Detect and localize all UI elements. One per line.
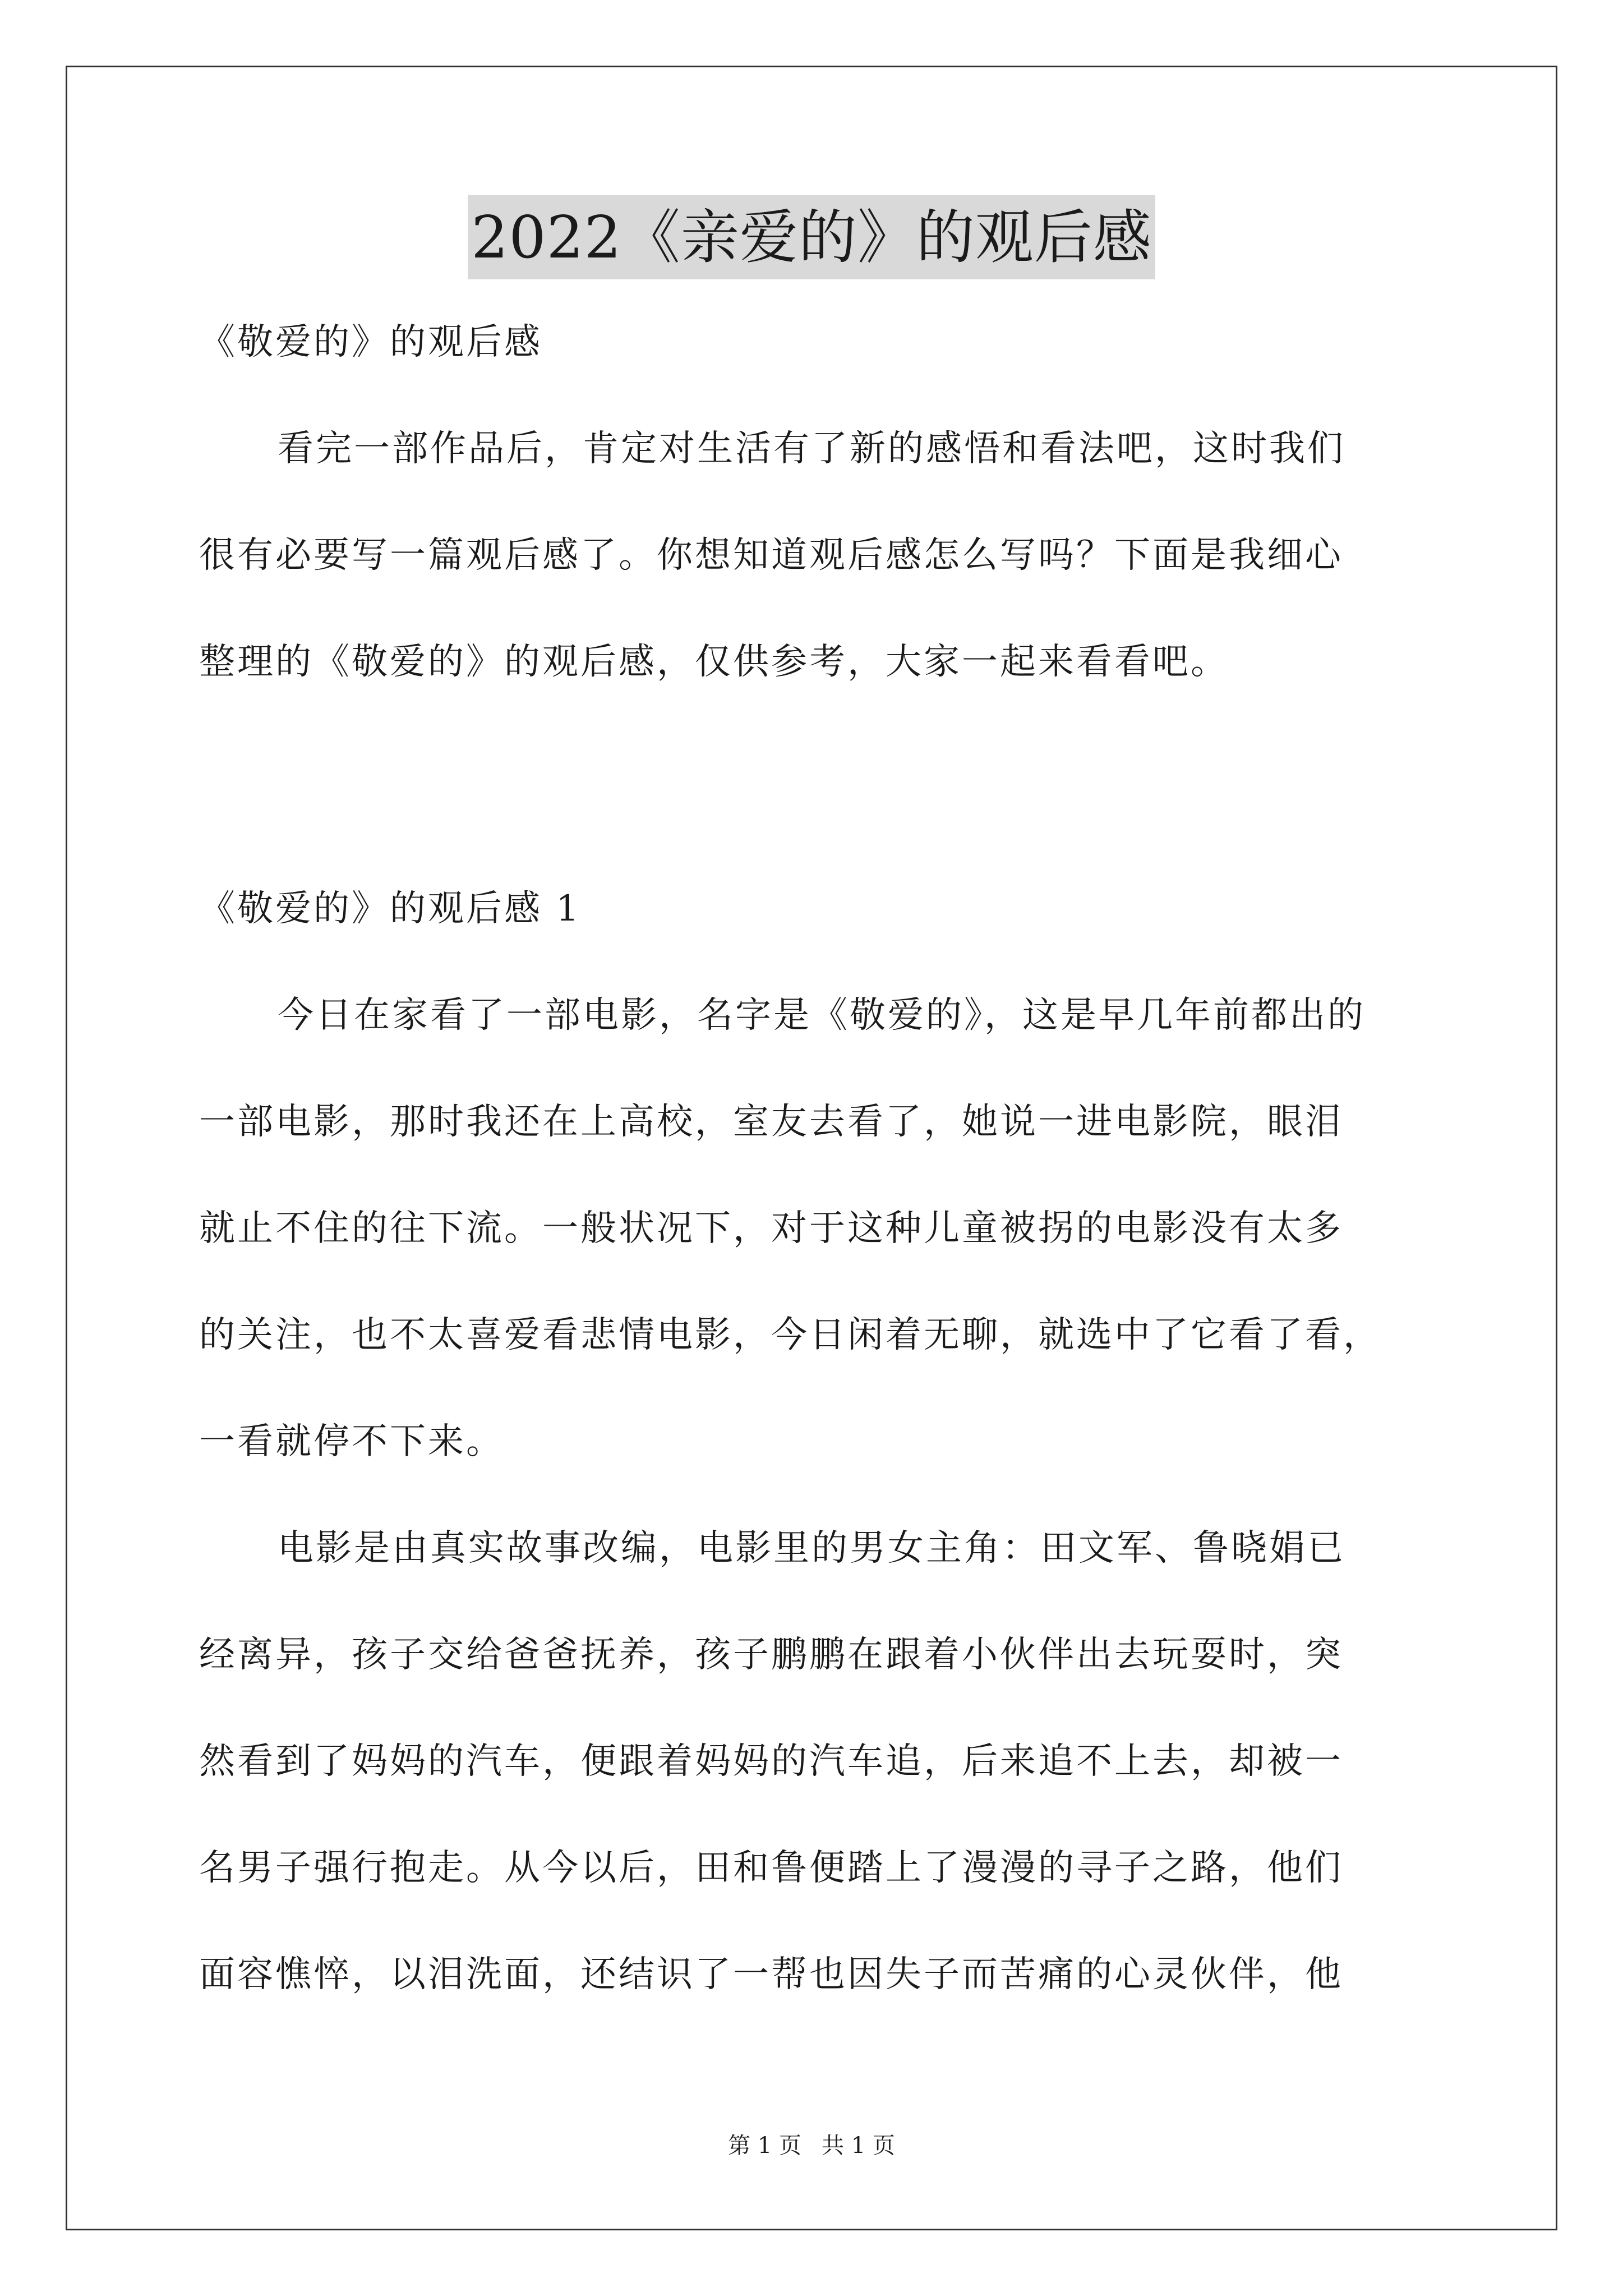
intro-line: 整理的《敬爱的》的观后感，仅供参考，大家一起来看看吧。 xyxy=(199,641,1229,683)
intro-line: 很有必要写一篇观后感了。你想知道观后感怎么写吗？下面是我细心 xyxy=(199,535,1343,576)
intro-line: 看完一部作品后，肯定对生活有了新的感悟和看法吧，这时我们 xyxy=(278,428,1345,470)
paragraph-line: 电影是由真实故事改编，电影里的男女主角：田文军、鲁晓娟已 xyxy=(278,1527,1345,1569)
paragraph-line: 面容憔悴，以泪洗面，还结识了一帮也因失子而苦痛的心灵伙伴，他 xyxy=(199,1954,1343,1995)
page-footer xyxy=(0,2129,1623,2162)
paragraph-line: 名男子强行抱走。从今以后，田和鲁便踏上了漫漫的寻子之路，他们 xyxy=(199,1847,1343,1889)
paragraph-line: 然看到了妈妈的汽车，便跟着妈妈的汽车追，后来追不上去，却被一 xyxy=(199,1741,1343,1782)
paragraph-line: 一看就停不下来。 xyxy=(199,1421,504,1462)
page-number: 第 1 页 xyxy=(728,2133,801,2159)
paragraph-line: 经离异，孩子交给爸爸抚养，孩子鹏鹏在跟着小伙伴出去玩耍时，突 xyxy=(199,1634,1343,1676)
paragraph-line: 一部电影，那时我还在上高校，室友去看了，她说一进电影院，眼泪 xyxy=(199,1101,1343,1143)
paragraph-line: 的关注，也不太喜爱看悲情电影，今日闲着无聊，就选中了它看了看， xyxy=(199,1314,1381,1356)
paragraph-line: 今日在家看了一部电影，名字是《敬爱的》，这是早几年前都出的 xyxy=(278,995,1366,1036)
subtitle: 《敬爱的》的观后感 xyxy=(199,321,542,363)
section-heading: 《敬爱的》的观后感 1 xyxy=(199,888,582,930)
page-border xyxy=(66,66,1557,2230)
title-wrap xyxy=(0,195,1623,279)
paragraph-line: 就止不住的往下流。一般状况下，对于这种儿童被拐的电影没有太多 xyxy=(199,1208,1343,1249)
document-title: 2022《亲爱的》的观后感 xyxy=(468,195,1155,279)
page-total: 共 1 页 xyxy=(822,2133,895,2159)
